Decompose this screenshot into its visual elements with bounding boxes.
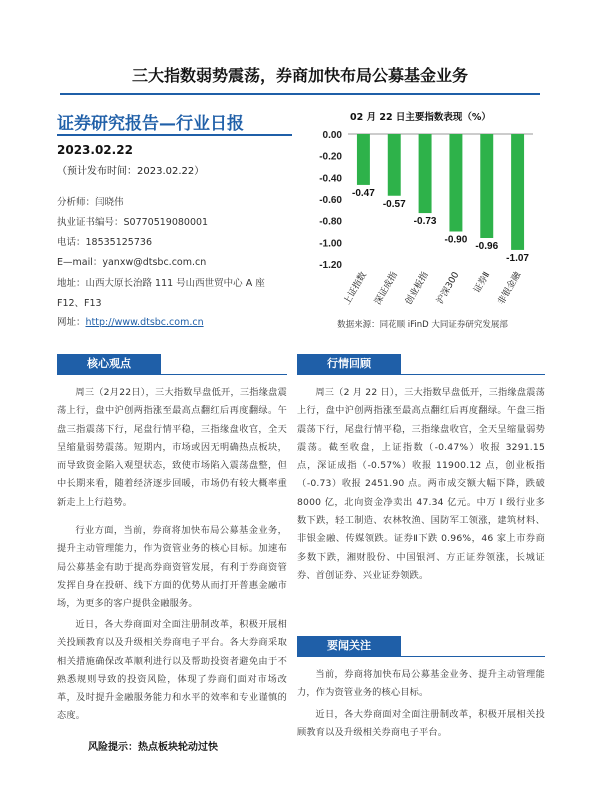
section-core-view-rule bbox=[57, 374, 287, 375]
phone-number: 电话：18535125736 bbox=[57, 237, 152, 248]
email-address: E—mail：yanxw@dtsbc.com.cn bbox=[57, 257, 207, 268]
website-label: 网址： bbox=[57, 317, 86, 328]
title-underline bbox=[57, 134, 292, 136]
y-tick-label: -0.80 bbox=[319, 216, 342, 228]
y-tick-label: -0.40 bbox=[319, 173, 342, 185]
bar-value-label: -0.90 bbox=[444, 234, 468, 246]
address-line1: 地址：山西大原长治路 111 号山西世贸中心 A 座 bbox=[57, 278, 265, 289]
header-rule bbox=[60, 93, 540, 95]
bar bbox=[419, 134, 432, 213]
category-label: 上证指数 bbox=[342, 270, 370, 307]
y-tick-label: 0.00 bbox=[322, 130, 342, 141]
website-link[interactable]: http://www.dtsbc.com.cn bbox=[85, 317, 204, 328]
category-label: 创业板指 bbox=[404, 270, 431, 307]
chart-title: 02 月 22 日主要指数表现（%） bbox=[350, 112, 491, 123]
bar bbox=[511, 134, 524, 250]
core-view-paragraph-1: 周三（2月22日），三大指数早盘低开，三指缘盘震荡上行，盘中沪创两指涨至最高点翻红后再度翻绿。午盘三指震荡下行，尾盘行情平稳，三指缘盘收官，全天呈缩量弱势震荡。短期内，市场或因无明确热点板块，而导致资金陷入观望状态，致使市场陷入震荡盘整，但中长期来看，随着经济逐步回暖，市场仍有较大概率重新走上上行趋势。 bbox=[57, 387, 287, 508]
category-label: 深证成指 bbox=[373, 270, 400, 307]
page-headline: 三大指数弱势震荡，券商加快布局公募基金业务 bbox=[131, 66, 468, 85]
section-market-review-heading: 行情回顾 bbox=[297, 354, 401, 374]
section-core-view-heading: 核心观点 bbox=[57, 354, 161, 374]
bar bbox=[388, 134, 401, 196]
analyst-name: 分析师：闫晓伟 bbox=[57, 197, 124, 208]
bar-value-label: -0.96 bbox=[475, 241, 499, 252]
website bbox=[57, 314, 204, 328]
report-title: 证券研究报告—行业日报 bbox=[57, 114, 244, 134]
category-label: 沪深300 bbox=[435, 270, 462, 306]
focus-paragraph-2: 近日，各大券商面对全面注册制改革，积极开展相关投顾教育以及升级相关券商电子平台。 bbox=[297, 709, 545, 739]
focus-paragraph-1: 当前，券商将加快布局公募基金业务、提升主动管理能力，作为资管业务的核心目标。 bbox=[297, 669, 545, 699]
report-date: 2023.02.22 bbox=[57, 143, 133, 157]
category-label: 证券Ⅱ bbox=[472, 270, 493, 295]
core-view-paragraph-3: 近日，各大券商面对全面注册制改革，积极开展相关投顾教育以及升级相关券商电子平台。各大券商采取相关措施确保改革顺利进行以及帮助投资者避免由于不熟悉规则导致的投资风险，体现了券商们面对市场改革，及时提升金融服务能力和水平的效率和专业谨慎的态度。 bbox=[57, 619, 287, 722]
bar-value-label: -0.73 bbox=[413, 216, 437, 228]
market-review-paragraph: 周三（2 月 22 日），三大指数早盘低开，三指缘盘震荡上行，盘中沪创两指涨至最高点翻红后再度翻绿。午盘三指震荡下行，尾盘行情平稳，三指缘盘收官，全天呈缩量弱势震荡。截至收盘，上证指数（-0.47%）收报 3291.15 点，深证成指（-0.57%）收报 11900.12 点，创业板指（-0.73）收报 2451.90 点。两市成交额大幅下降，跌破 8000 亿，北向资金净卖出 47.34 亿元。中万 I 级行业多数下跌，轻工制造、农林牧渔、国防军工领涨，建筑材料、非银金融、传媒领跌。证券Ⅱ下跌 0.96%，46 家上市券商多数下跌，湘财股份、中国银河、方正证券领涨，长城证券、首创证券、兴业证券领跌。 bbox=[297, 387, 545, 581]
bar bbox=[480, 134, 493, 238]
y-tick-label: -0.20 bbox=[319, 151, 342, 163]
section-market-review-rule bbox=[297, 374, 545, 375]
bar bbox=[449, 134, 462, 232]
section-focus-heading: 要闻关注 bbox=[297, 636, 401, 656]
category-label: 非银金融 bbox=[496, 270, 524, 307]
y-tick-label: -1.20 bbox=[319, 260, 342, 271]
index-performance-chart bbox=[298, 124, 543, 314]
bar bbox=[357, 134, 370, 185]
y-tick-label: -1.00 bbox=[319, 238, 342, 250]
core-view-paragraph-2: 行业方面，当前，券商将加快布局公募基金业务，提升主动管理能力，作为资管业务的核心目标。加速布局公募基金有助于提高券商资管发展，有利于券商资管发挥自身在投研、线下方面的优势从而打开普惠金融市场，为更多的客户提供金融服务。 bbox=[57, 525, 287, 610]
chart-source: 数据来源：同花顺 iFinD 大同证券研究发展部 bbox=[337, 320, 508, 330]
risk-warning: 风险提示：热点板块轮动过快 bbox=[88, 742, 218, 753]
license-number: 执业证书编号：S0770519080001 bbox=[57, 217, 209, 228]
bar-value-label: -0.47 bbox=[352, 187, 375, 199]
publish-date: （预计发布时间：2023.02.22） bbox=[57, 166, 205, 177]
bar-value-label: -1.07 bbox=[506, 252, 529, 264]
section-focus-rule bbox=[297, 656, 545, 657]
y-tick-label: -0.60 bbox=[319, 195, 342, 206]
bar-value-label: -0.57 bbox=[382, 198, 406, 210]
address-line2: F12、F13 bbox=[57, 298, 102, 309]
